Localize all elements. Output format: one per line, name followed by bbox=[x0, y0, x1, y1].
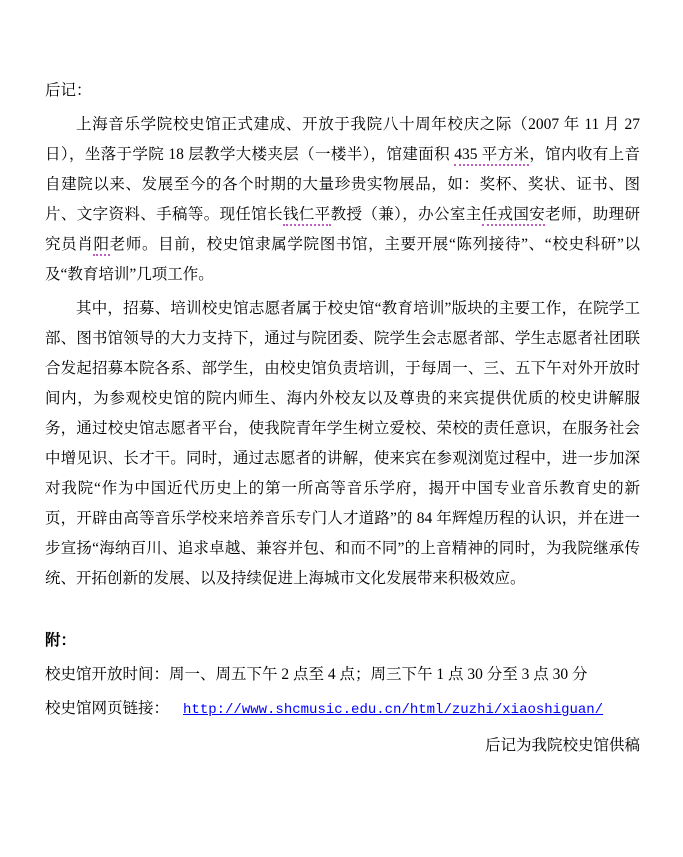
p1-text-e: 老师。目前，校史馆隶属学院图书馆，主要开展“陈列接待”、“校史科研”以及“教育培训”几项工作。 bbox=[45, 236, 640, 283]
p1-text-c: 教授（兼），办公室主 bbox=[330, 206, 482, 223]
p1-office-head-name: 任戎国安 bbox=[482, 206, 545, 226]
p1-assistant-name: 阳 bbox=[93, 236, 109, 256]
paragraph-museum-intro bbox=[45, 110, 640, 290]
p1-curator-name: 钱仁平 bbox=[283, 206, 331, 226]
p1-text-a: 上海音乐学院校史馆正式建成、开放于我院八十周年校庆之际（2007 年 11 月 27 日），坐落于学院 18 层教学大楼夹层（一楼半），馆建面积 bbox=[45, 116, 640, 163]
opening-hours-line: 校史馆开放时间：周一、周五下午 2 点至 4 点；周三下午 1 点 30 分至 3 点 30 分 bbox=[45, 666, 588, 683]
p1-text-d: 老师，助理研究员肖 bbox=[45, 206, 640, 253]
museum-webpage-link[interactable]: http://www.shcmusic.edu.cn/html/zuzhi/xiaoshiguan/ bbox=[183, 702, 604, 718]
paragraph-volunteer-program: 其中，招募、培训校史馆志愿者属于校史馆“教育培训”版块的主要工作，在院学工部、图书馆领导的大力支持下，通过与院团委、院学生会志愿者部、学生志愿者社团联合发起招募本院各系、部学生，由校史馆负责培训，于每周一、三、五下午对外开放时间内，为参观校史馆的院内师生、海内外校友以及尊贵的来宾提供优质的校史讲解服务，通过校史馆志愿者平台，使我院青年学生树立爱校、荣校的责任意识，在服务社会中增见识、长才干。同时，通过志愿者的讲解，使来宾在参观浏览过程中，进一步加深对我院“作为中国近代历史上的第一所高等音乐学府，揭开中国专业音乐教育史的新页，开辟由高等音乐学校来培养音乐专门人才道路”的 84 年辉煌历程的认识，并在进一步宣扬“海纳百川、追求卓越、兼容并包、和而不同”的上音精神的同时，为我院继承传统、开拓创新的发展、以及持续促进上海城市文化发展带来积极效应。 bbox=[45, 300, 640, 587]
p1-text-b: ，馆内收有上音自建院以来、发展至今的各个时期的大量珍贵实物展品，如：奖杯、奖状、证书、图片、文字资料、手稿等。现任馆长 bbox=[45, 146, 640, 223]
webpage-link-line bbox=[45, 694, 640, 725]
webpage-link-label: 校史馆网页链接： bbox=[45, 700, 170, 717]
p1-floor-area-value: 435 平方米 bbox=[454, 146, 529, 166]
credit-line: 后记为我院校史馆供稿 bbox=[484, 737, 640, 754]
appendix-heading: 附： bbox=[45, 632, 77, 649]
postscript-heading: 后记： bbox=[45, 82, 92, 99]
